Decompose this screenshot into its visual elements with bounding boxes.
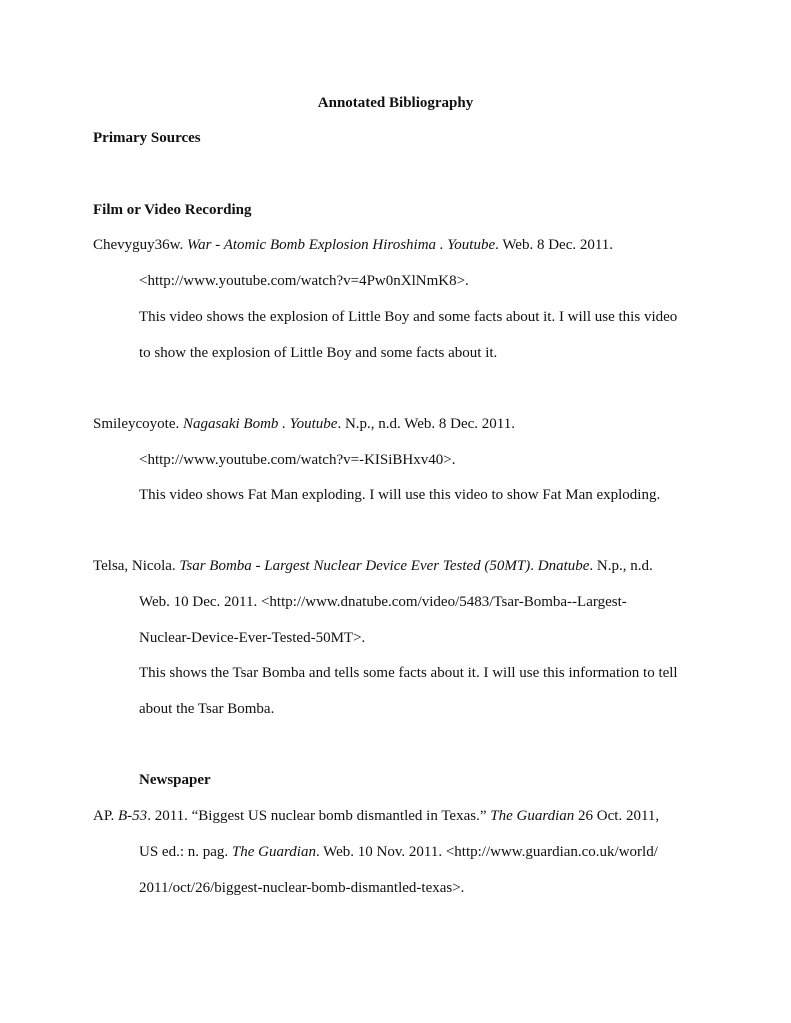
annotation-text: This video shows the explosion of Little Boy and some facts about it. I will use this video — [139, 309, 678, 325]
citation-continuation: Nuclear-Device-Ever-Tested-50MT>. — [139, 630, 366, 646]
citation-newspaper-name: The Guardian — [231, 844, 316, 860]
citation-continuation: Web. 10 Dec. 2011. <http://www.dnatube.com/video/5483/Tsar-Bomba--Largest- — [139, 594, 627, 610]
citation-entry-1 — [93, 236, 613, 254]
citation-newspaper-name: The Guardian — [490, 808, 575, 824]
citation-details: . N.p., n.d. — [589, 558, 653, 574]
citation-details: . 2011. “Biggest US nuclear bomb dismantled in Texas.” — [147, 808, 491, 824]
citation-entry-3 — [93, 557, 653, 575]
citation-author: Telsa, Nicola. — [93, 558, 180, 574]
citation-url: <http://www.youtube.com/watch?v=-KISiBHxv40>. — [139, 452, 456, 468]
citation-edition: US ed.: n. pag. — [139, 844, 232, 860]
citation-details: . Web. 10 Nov. 2011. <http://www.guardian.co.uk/world/ — [315, 844, 658, 860]
citation-entry-newspaper — [93, 807, 659, 825]
annotation-text: to show the explosion of Little Boy and some facts about it. — [139, 345, 498, 361]
citation-author: AP. — [93, 808, 119, 824]
annotation-text: This shows the Tsar Bomba and tells some facts about it. I will use this information to tell — [139, 665, 678, 681]
citation-url: <http://www.youtube.com/watch?v=4Pw0nXlNmK8>. — [139, 273, 469, 289]
page-title: Annotated Bibliography — [317, 95, 474, 111]
annotation-text: This video shows Fat Man exploding. I will use this video to show Fat Man exploding. — [139, 487, 661, 503]
citation-url: 2011/oct/26/biggest-nuclear-bomb-dismantled-texas>. — [139, 880, 465, 896]
citation-author: Chevyguy36w. — [93, 237, 188, 253]
citation-continuation — [139, 843, 658, 861]
citation-details: . N.p., n.d. Web. 8 Dec. 2011. — [337, 416, 515, 432]
citation-title: B-53 — [118, 808, 148, 824]
citation-title: Tsar Bomba - Largest Nuclear Device Ever Tested (50MT) — [179, 558, 531, 574]
citation-details: . Web. 8 Dec. 2011. — [495, 237, 614, 253]
citation-entry-2 — [93, 415, 515, 433]
subsection-heading-newspaper: Newspaper — [139, 772, 211, 788]
citation-title: Nagasaki Bomb . Youtube — [183, 416, 338, 432]
citation-date: 26 Oct. 2011, — [574, 808, 660, 824]
citation-separator: . — [530, 558, 538, 574]
annotation-text: about the Tsar Bomba. — [139, 701, 275, 717]
citation-title: War - Atomic Bomb Explosion Hiroshima . Youtube — [187, 237, 496, 253]
section-heading-primary-sources: Primary Sources — [93, 130, 201, 146]
citation-site: Dnatube — [537, 558, 590, 574]
citation-author: Smileycoyote. — [93, 416, 183, 432]
subsection-heading-film: Film or Video Recording — [93, 202, 252, 218]
